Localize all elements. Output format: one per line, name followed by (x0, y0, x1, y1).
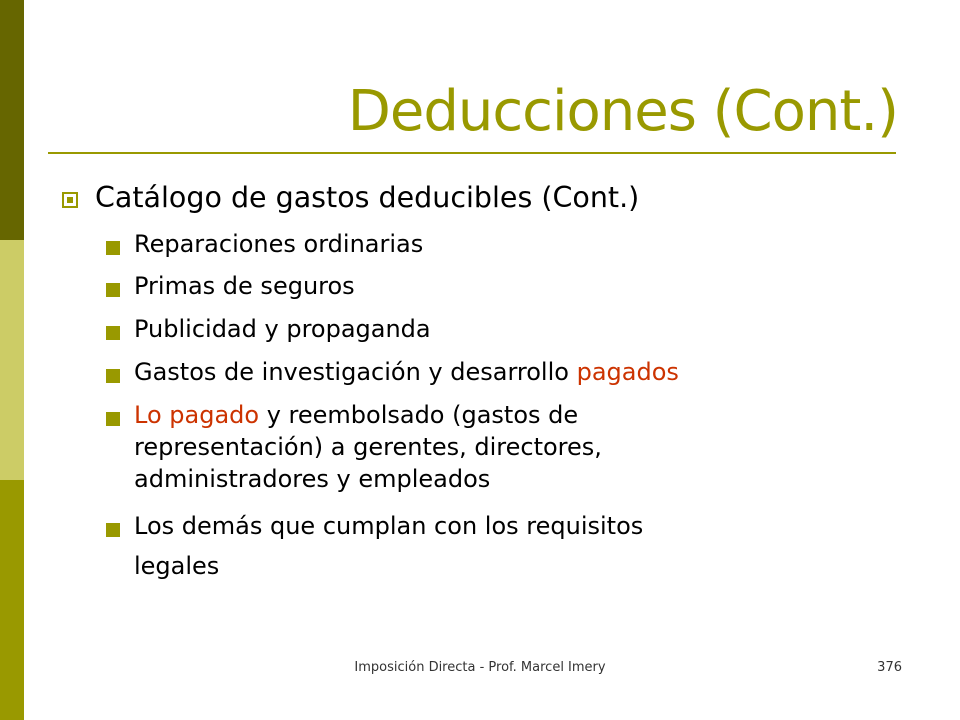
square-bullet-icon (106, 369, 120, 383)
page-number: 376 (877, 660, 902, 675)
list-item (106, 506, 906, 586)
list-item (106, 399, 906, 495)
title-underline (48, 152, 896, 154)
item-line: representación) a gerentes, directores, (134, 433, 602, 461)
square-bullet-icon (106, 283, 120, 297)
side-bar-bottom (0, 480, 24, 720)
item-line: Los demás que cumplan con los requisitos (134, 512, 644, 540)
item-line: administradores y empleados (134, 465, 491, 493)
square-bullet-icon (106, 326, 120, 340)
item-line (134, 399, 906, 431)
level1-text: Catálogo de gastos deducibles (Cont.) (95, 181, 640, 214)
item-highlight: Lo pagado (134, 401, 260, 429)
slide-title: Deducciones (Cont.) (347, 79, 898, 144)
square-bullet-icon (106, 412, 120, 426)
item-highlight: pagados (576, 358, 679, 386)
list-item (106, 313, 906, 345)
item-line: legales (134, 552, 220, 580)
square-bullet-icon (106, 241, 120, 255)
list-item (106, 228, 906, 260)
slide-footer (0, 658, 960, 678)
item-text: Publicidad y propaganda (134, 315, 431, 343)
side-bar-middle (0, 240, 24, 480)
list-item (106, 270, 906, 302)
side-bar-top (0, 0, 24, 240)
deductible-list (106, 228, 906, 586)
item-text: Primas de seguros (134, 272, 355, 300)
item-text: Reparaciones ordinarias (134, 230, 424, 258)
square-bullet-icon (106, 523, 120, 537)
item-text: Gastos de investigación y desarrollo (134, 358, 577, 386)
list-item (106, 356, 906, 388)
item-text: y reembolsado (gastos de (259, 401, 579, 429)
footer-text: Imposición Directa - Prof. Marcel Imery (354, 660, 606, 675)
square-bullet-icon (62, 192, 78, 208)
